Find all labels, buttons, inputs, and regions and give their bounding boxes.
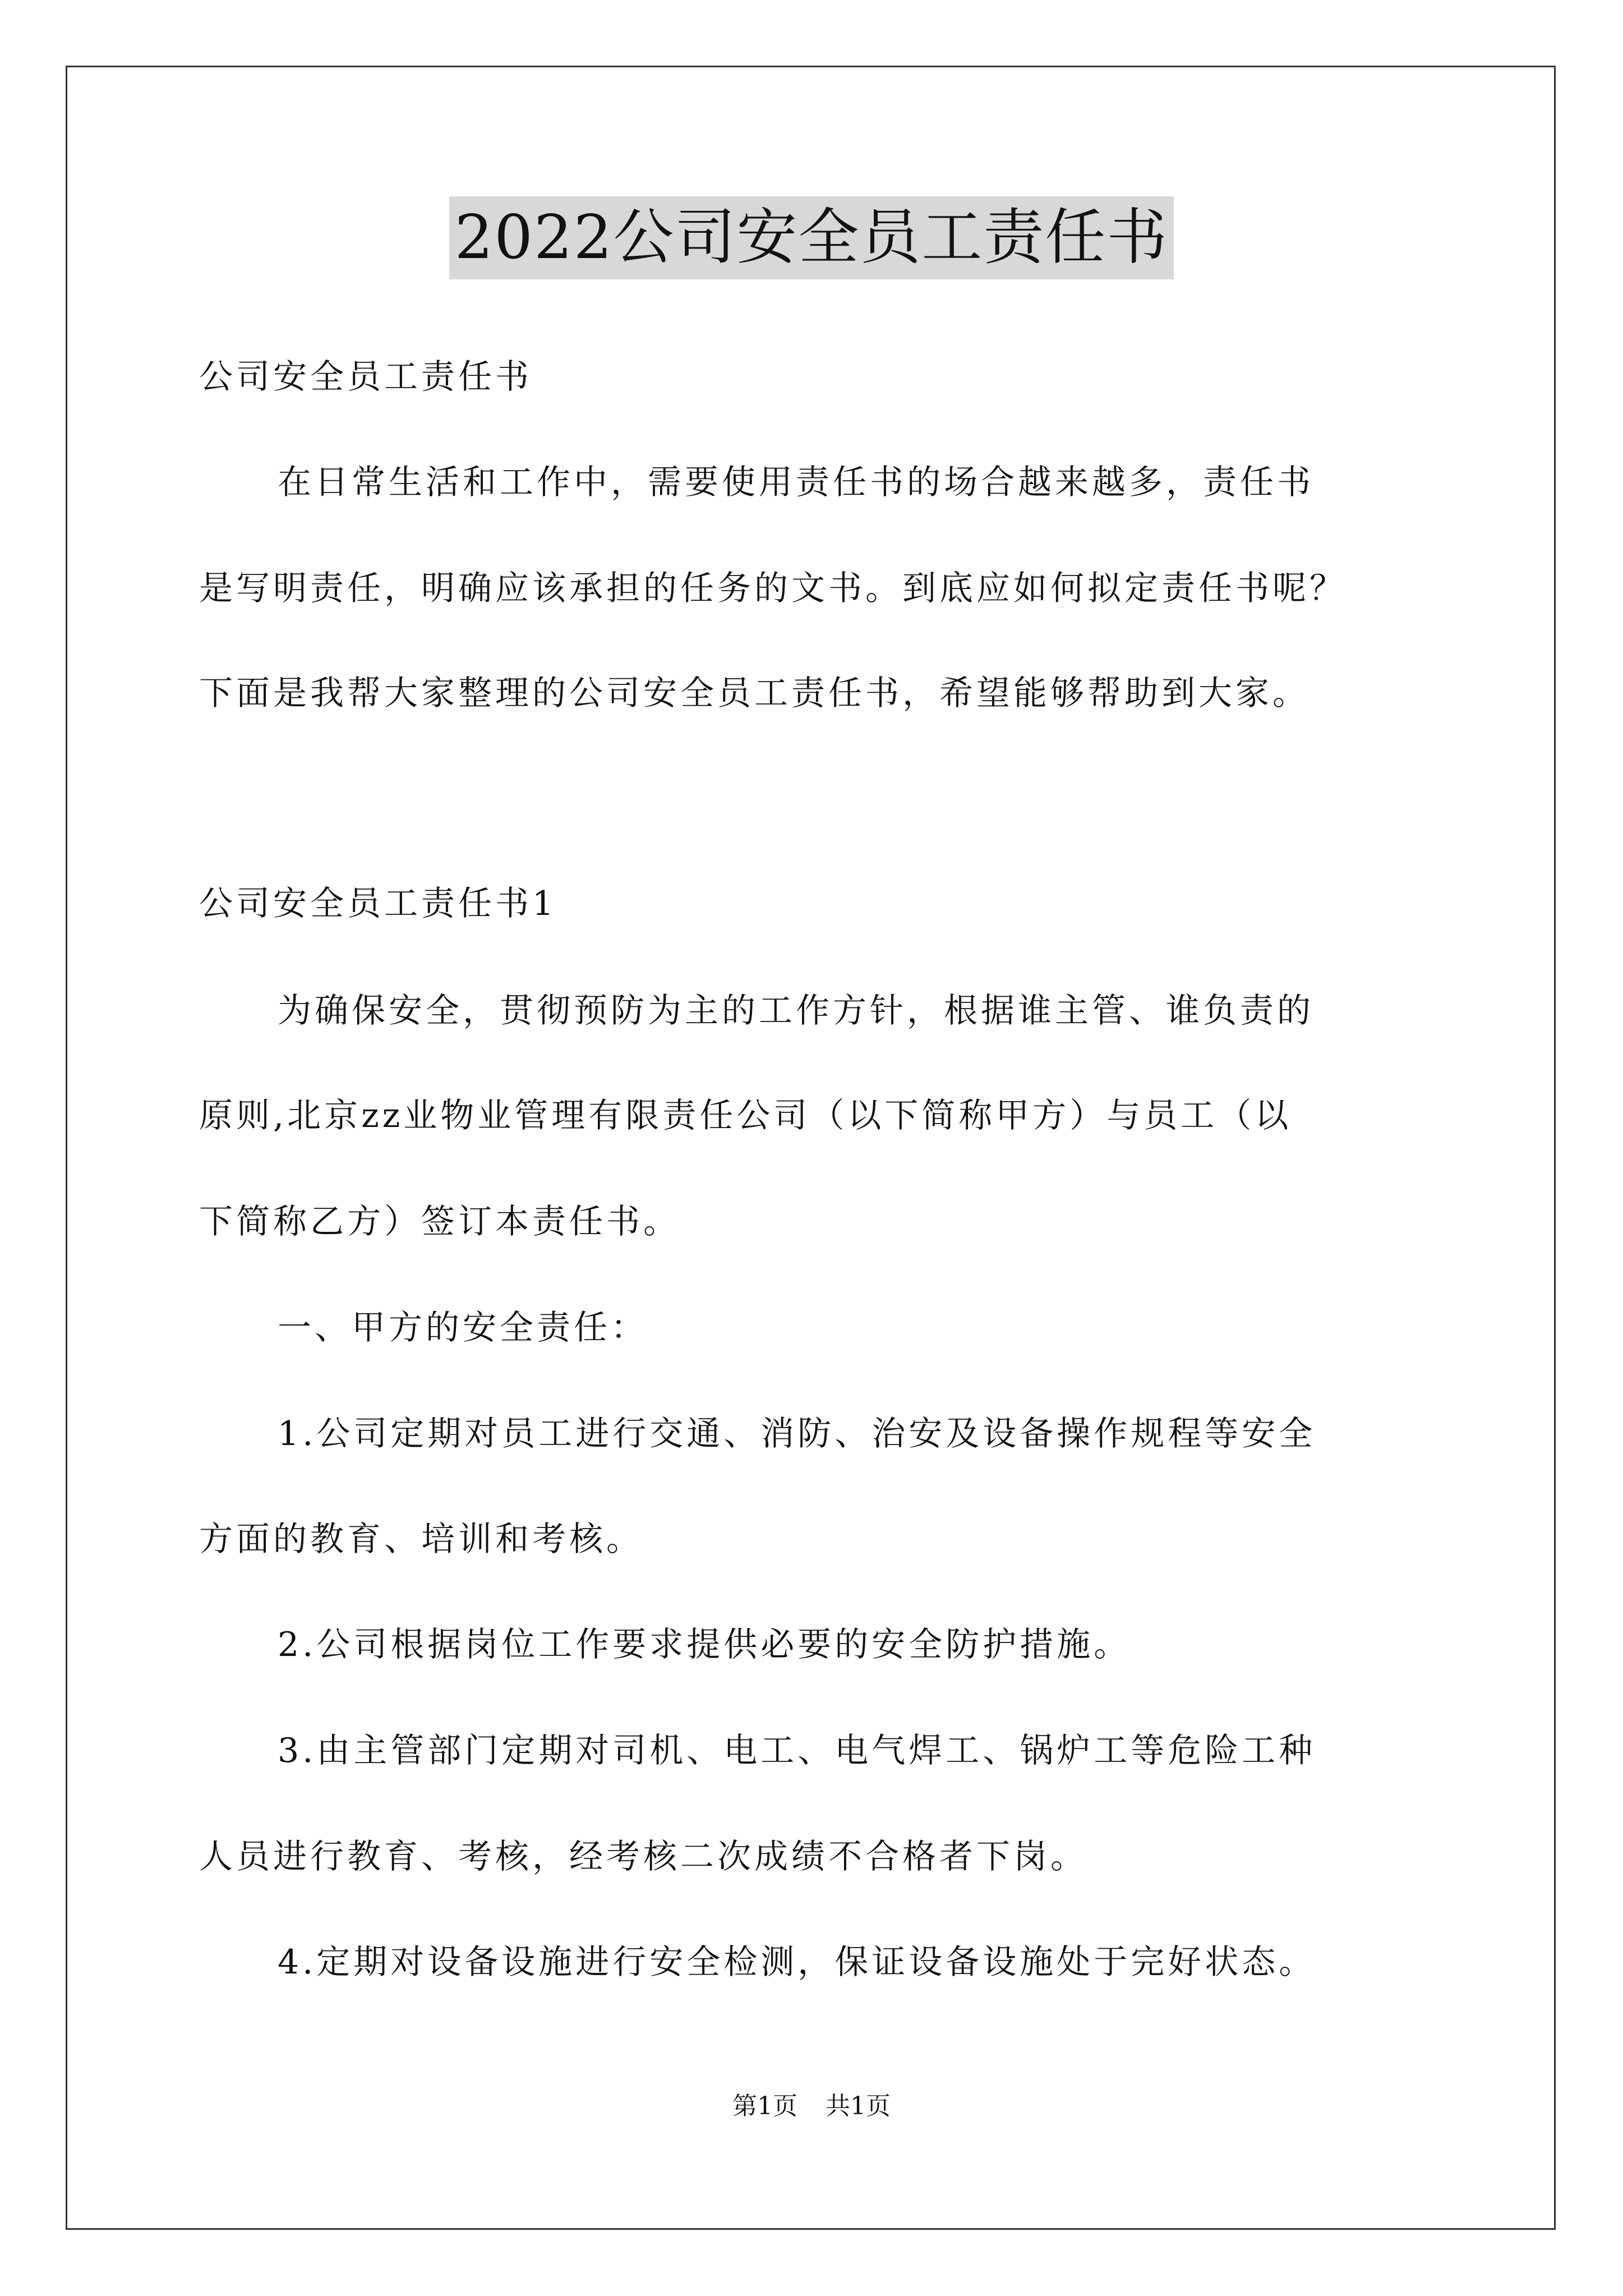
body-line: 下简称乙方）签订本责任书。 bbox=[199, 1202, 680, 1241]
section-heading: 一、甲方的安全责任： bbox=[278, 1308, 648, 1347]
document-title: 2022公司安全员工责任书 bbox=[449, 196, 1174, 279]
title-container bbox=[0, 196, 1623, 279]
list-item: 3.由主管部门定期对司机、电工、电气焊工、锅炉工等危险工种 bbox=[278, 1731, 1316, 1770]
intro-line: 下面是我帮大家整理的公司安全员工责任书，希望能够帮助到大家。 bbox=[199, 674, 1310, 713]
section-title: 公司安全员工责任书1 bbox=[199, 884, 557, 923]
page-footer bbox=[0, 2090, 1623, 2123]
list-item: 1.公司定期对员工进行交通、消防、治安及设备操作规程等安全 bbox=[278, 1414, 1316, 1453]
list-item-continuation: 人员进行教育、考核，经考核二次成绩不合格者下岗。 bbox=[199, 1837, 1087, 1876]
list-item: 2.公司根据岗位工作要求提供必要的安全防护措施。 bbox=[278, 1625, 1131, 1664]
document-subtitle: 公司安全员工责任书 bbox=[199, 357, 532, 397]
intro-line: 是写明责任，明确应该承担的任务的文书。到底应如何拟定责任书呢？ bbox=[199, 569, 1347, 608]
intro-line: 在日常生活和工作中，需要使用责任书的场合越来越多，责任书 bbox=[278, 463, 1314, 502]
list-item: 4.定期对设备设施进行安全检测，保证设备设施处于完好状态。 bbox=[278, 1943, 1316, 1982]
page-total: 共1页 bbox=[826, 2092, 891, 2120]
list-item-continuation: 方面的教育、培训和考核。 bbox=[199, 1520, 643, 1559]
page-number: 第1页 bbox=[732, 2092, 797, 2120]
body-line: 为确保安全，贯彻预防为主的工作方针，根据谁主管、谁负责的 bbox=[278, 991, 1314, 1030]
body-line: 原则,北京zz业物业管理有限责任公司（以下简称甲方）与员工（以 bbox=[199, 1096, 1292, 1135]
